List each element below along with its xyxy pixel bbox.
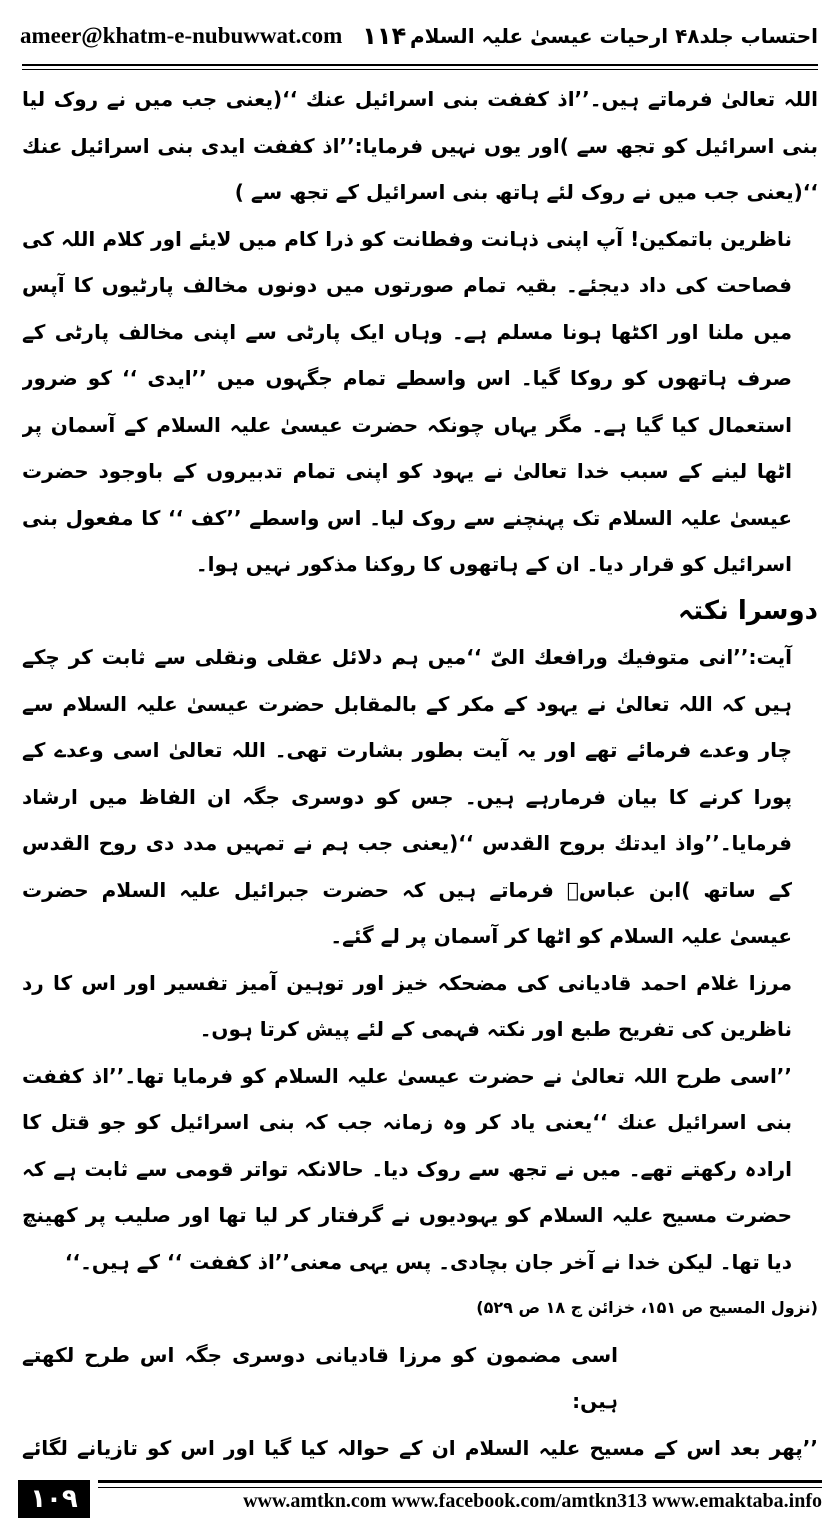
section-heading: دوسرا نکتہ (678, 595, 818, 626)
intro-line: اسی مضمون کو مرزا قادیانی دوسری جگہ اس طرح لکھتے ہیں: (22, 1342, 618, 1413)
header-rule (22, 64, 818, 70)
final-quote: ’’پھر بعد اس کے مسیح علیہ السلام ان کے حوالہ کیا گیا اور اس کو تازیانے لگائے (22, 1435, 818, 1460)
footer-page-number: ۱۰۹ (18, 1480, 90, 1518)
paragraph-1: اللہ تعالیٰ فرماتے ہیں۔’’اذ کففت بنی اسرائیل عنك ‘‘(یعنی جب میں نے روک لیا بنی اسرائیل کو تجھ سے )اور یوں نہیں فرمایا:’’اذ کففت ایدی بنی اسرائیل عنك ‘‘(یعنی جب میں نے روک لئے ہاتھ بنی اسرائیل کے تجھ سے ) (22, 87, 818, 204)
header-email[interactable]: ameer@khatm-e-nubuwwat.com (20, 23, 343, 48)
page-body (22, 76, 818, 1466)
paragraph-3: آیت:’’انی متوفیك ورافعك الیّ ‘‘میں ہم دلائل عقلی ونقلی سے ثابت کر چکے ہیں کہ اللہ تعالیٰ نے یہود کے مکر کے بالمقابل حضرت عیسیٰ علیہ السلام سے چار وعدے فرمائے تھے اور یہ آیت بطور بشارت تھی۔ اللہ تعالیٰ اسی وعدے کے پورا کرنے کا بیان فرمارہے ہیں۔ جس کو دوسری جگہ ان الفاظ میں ارشاد فرمایا۔’’واذ ایدتك بروح القدس ‘‘(یعنی جب ہم نے تمہیں مدد دی روح القدس کے ساتھ )ابن عباسؓ فرماتے ہیں کہ حضرت جبرائیل علیہ السلام حضرت عیسیٰ علیہ السلام کو اٹھا کر آسمان پر لے گئے۔ (22, 645, 792, 948)
footer-rule (98, 1480, 822, 1488)
paragraph-4: مرزا غلام احمد قادیانی کی مضحکہ خیز اور توہین آمیز تفسیر اور اس کا رد ناظرین کی تفریح طبع اور نکتہ فہمی کے لئے پیش کرتا ہوں۔ (22, 970, 792, 1041)
header-page-number: ۱۱۴ (362, 22, 407, 50)
quote-1: ’’اسی طرح اللہ تعالیٰ نے حضرت عیسیٰ علیہ السلام کو فرمایا تھا۔’’اذ کففت بنی اسرائیل عنك ‘‘یعنی یاد کر وہ زمانہ جب کہ بنی اسرائیل کو جو قتل کا ارادہ رکھتے تھے۔ میں نے تجھ سے روک دیا۔ حالانکہ تواتر قومی سے ثابت ہے کہ حضرت مسیح علیہ السلام کو یہودیوں نے گرفتار کر لیا تھا اور صلیب پر کھینچ دیا تھا۔ لیکن خدا نے آخر جان بچادی۔ پس یہی معنی’’اذ کففت ‘‘ کے ہیں۔‘‘ (22, 1063, 792, 1274)
running-title: احتساب جلد۴۸ ارحیات عیسیٰ علیہ السلام (409, 24, 818, 48)
header-left (20, 22, 406, 50)
paragraph-2: ناظرین باتمکین! آپ اپنی ذہانت وفطانت کو ذرا کام میں لایئے اور کلام اللہ کی فصاحت کی داد دیجئے۔ بقیہ تمام صورتوں میں دونوں مخالف پارٹیوں کا آپس میں ملنا اور اکٹھا ہونا مسلم ہے۔ وہاں ایک پارٹی سے اپنی مخالف پارٹی کے صرف ہاتھوں کو روکا گیا۔ اس واسطے تمام جگہوں میں ’’ایدی ‘‘ کو ضرور استعمال کیا گیا ہے۔ مگر یہاں چونکہ حضرت عیسیٰ علیہ السلام کے آسمان پر اٹھا لینے کے سبب خدا تعالیٰ نے یہود کو اپنی تمام تدبیروں کے باوجود حضرت عیسیٰ علیہ السلام تک پہنچنے سے روک لیا۔ اس واسطے ’’کف ‘‘ کا مفعول بنی اسرائیل کو قرار دیا۔ ان کے ہاتھوں کا روکنا مذکور نہیں ہوا۔ (22, 226, 792, 576)
page-footer (18, 1478, 822, 1528)
footer-links[interactable]: www.amtkn.com www.facebook.com/amtkn313 www.emaktaba.info (243, 1490, 822, 1512)
page-header (20, 14, 818, 58)
citation: (نزول المسیح ص ۱۵۱، خزائن ج ۱۸ ص ۵۲۹) (476, 1298, 818, 1317)
